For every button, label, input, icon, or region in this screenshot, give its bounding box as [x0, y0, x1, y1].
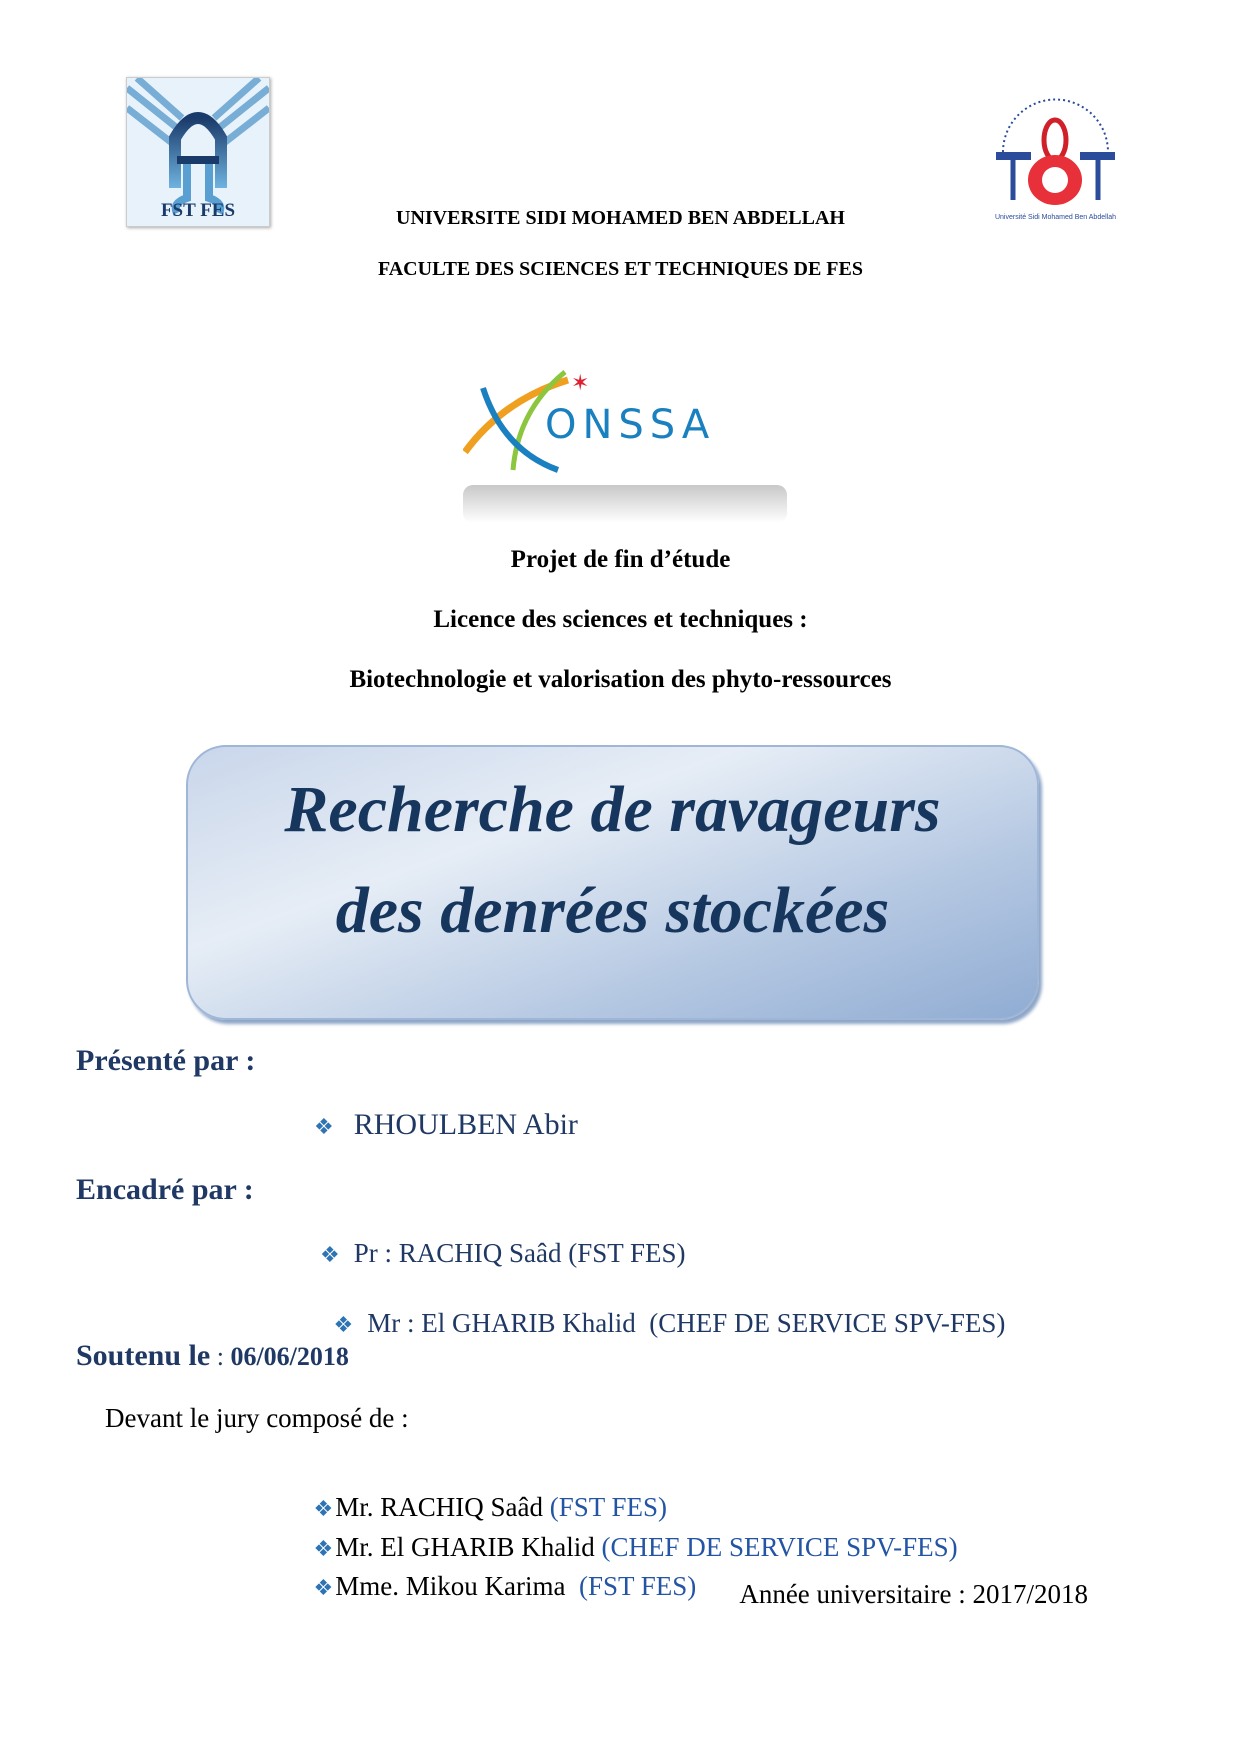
- defense-date: 06/06/2018: [230, 1342, 349, 1371]
- fst-fes-logo-text: FST FES: [160, 200, 236, 221]
- jury-member-affiliation: (FST FES): [578, 1571, 697, 1601]
- bullet-icon: ❖: [313, 1536, 334, 1561]
- jury-member-name: Mme. Mikou Karima: [335, 1571, 579, 1601]
- jury-member-name: Mr. RACHIQ Saâd: [335, 1492, 550, 1522]
- defense-line: [76, 1339, 349, 1373]
- student-item: [314, 1108, 578, 1142]
- svg-text:✶: ✶: [571, 370, 590, 395]
- title-line-2: des denrées stockées: [335, 874, 890, 947]
- faculty-name: FACULTE DES SCIENCES ET TECHNIQUES DE FES: [378, 258, 863, 280]
- jury-member: [300, 1540, 696, 1602]
- academic-year: Année universitaire : 2017/2018: [739, 1579, 1088, 1609]
- project-type: Projet de fin d’étude: [510, 546, 731, 573]
- bullet-icon: ❖: [333, 1312, 354, 1337]
- degree: Licence des sciences et techniques :: [433, 606, 808, 633]
- jury-member-name: Mr. El GHARIB Khalid: [335, 1532, 602, 1562]
- supervisor-name: Mr : El GHARIB Khalid (CHEF DE SERVICE SPV-FES): [367, 1308, 1006, 1338]
- jury-intro: Devant le jury composé de :: [105, 1403, 409, 1433]
- fst-fes-logo: [126, 77, 270, 227]
- title-line-1: Recherche de ravageurs: [284, 773, 941, 846]
- supervisor-item: [320, 1238, 686, 1269]
- supervised-by-label: Encadré par :: [76, 1173, 254, 1206]
- onssa-logo: [463, 360, 787, 523]
- university-name: UNIVERSITE SIDI MOHAMED BEN ABDELLAH: [396, 207, 845, 229]
- usmba-logo-text: Université Sidi Mohamed Ben Abdellah: [994, 214, 1116, 221]
- specialty: Biotechnologie et valorisation des phyto-ressources: [349, 666, 892, 693]
- bullet-icon: ❖: [313, 1496, 334, 1521]
- defense-label: Soutenu le: [76, 1339, 211, 1372]
- supervisor-name: Pr : RACHIQ Saâd (FST FES): [353, 1238, 686, 1268]
- student-name: RHOULBEN Abir: [353, 1108, 578, 1141]
- jury-member-affiliation: (FST FES): [549, 1492, 668, 1522]
- defense-separator: :: [210, 1342, 231, 1371]
- bullet-icon: ❖: [320, 1242, 340, 1267]
- bullet-icon: ❖: [313, 1575, 334, 1600]
- presented-by-label: Présenté par :: [76, 1044, 256, 1077]
- supervisor-item: [320, 1277, 1005, 1339]
- bullet-icon: ❖: [314, 1114, 334, 1139]
- jury-member-affiliation: (CHEF DE SERVICE SPV-FES): [601, 1532, 958, 1562]
- onssa-logo-text: ONSSA: [545, 402, 716, 448]
- title-box: [186, 745, 1039, 1020]
